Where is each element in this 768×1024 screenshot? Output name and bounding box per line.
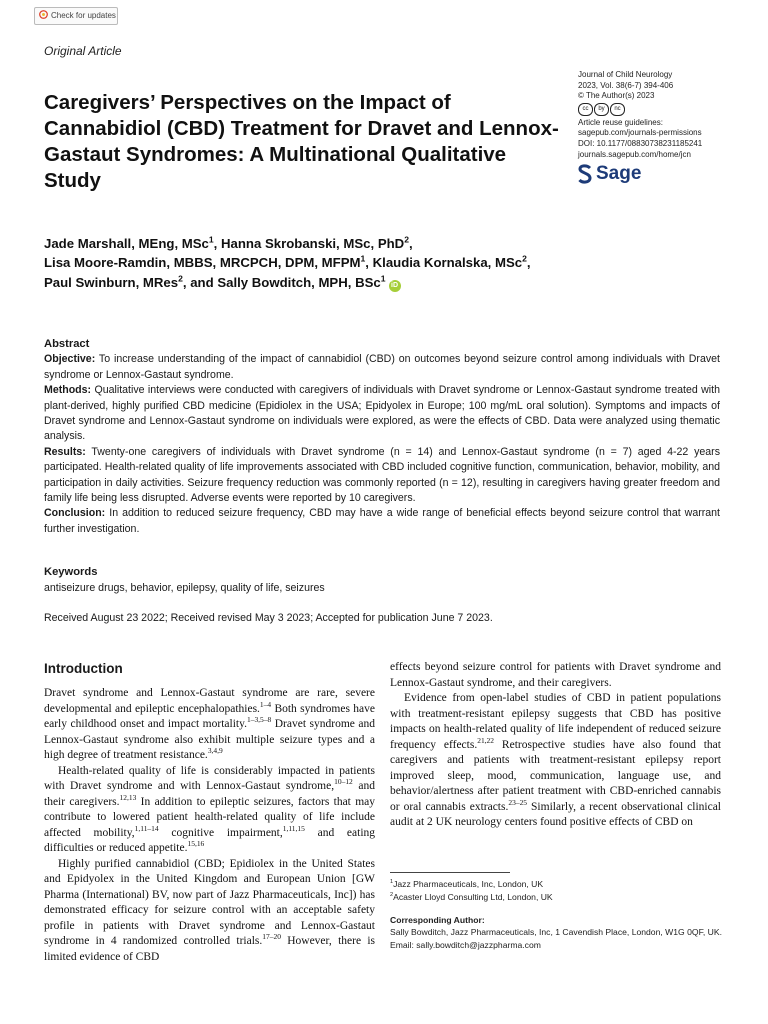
text-run: cognitive impairment,: [158, 826, 283, 839]
citation[interactable]: 21,22: [477, 735, 495, 745]
author-affiliation: 1: [380, 273, 386, 284]
paragraph: effects beyond seizure control for patients with Dravet syndrome and Lennox-Gastaut syndrome, and their caregivers.: [390, 661, 721, 689]
sage-s-icon: [578, 164, 592, 184]
author-affiliation: 1: [360, 254, 366, 265]
results-text: Twenty-one caregivers of individuals with Dravet syndrome (n = 14) and Lennox-Gastaut syndrome (n = 7) aged 4-22 years participated. Health-related quality of life improvements associated with CBD included cognitive function, communication, behavior, mobility, and participation in daily activities. Seizure frequency reduction was commonly reported (n = 12), resulting in caregivers having greater freedom and family life being less disrupted. Adverse events were reported by 10 caregivers.: [44, 445, 720, 505]
affiliation-text: Jazz Pharmaceuticals, Inc, London, UK: [393, 879, 544, 889]
methods-label: Methods:: [44, 384, 92, 397]
keywords-text: antiseizure drugs, behavior, epilepsy, quality of life, seizures: [44, 582, 325, 594]
citation[interactable]: 1,11–14: [134, 823, 159, 833]
journal-home-link[interactable]: journals.sagepub.com/home/jcn: [578, 149, 691, 159]
citation[interactable]: 17–20: [262, 932, 281, 942]
paragraph: [390, 691, 721, 831]
author-list: Jade Marshall, MEng, MSc$^1$, Hanna Skrobanski, MSc, PhD$^2$, Lisa Moore-Ramdin, MBBS, MRCPCH, DPM, MFPM$^1$, Klaudia Kornalska, MSc$^2$, Paul Swinburn, MRes$^2$, and Sally Bowditch, MPH, BSc$^1$iD: [44, 234, 531, 290]
conclusion-text: In addition to reduced seizure frequency, CBD may have a wide range of beneficial effects beyond seizure control that warrant further investigation.: [44, 507, 720, 535]
citation[interactable]: 1–3,5–8: [246, 715, 272, 725]
author: Hanna Skrobanski, MSc, PhD: [221, 236, 405, 251]
author: Klaudia Kornalska, MSc: [372, 255, 523, 271]
by-icon: by: [594, 103, 609, 116]
affiliation-text: Acaster Lloyd Consulting Ltd, London, UK: [393, 892, 553, 902]
journal-name: Journal of Child Neurology: [578, 70, 673, 79]
reuse-link[interactable]: sagepub.com/journals-permissions: [578, 128, 702, 138]
introduction-heading: Introduction: [44, 661, 123, 676]
text-run: Evidence from open-label studies of CBD in patient populations with treatment-resistant epilepsy suggests that CBD has positive impacts on health-related quality of life independent of reduced seizure frequency effects.: [390, 692, 721, 751]
abstract-methods: [44, 383, 720, 445]
objective-label: Objective:: [44, 353, 96, 366]
methods-text: Qualitative interviews were conducted with caregivers of individuals with Dravet syndrome or Lennox-Gastaut syndrome treated with plant-derived, highly purified CBD medicine (Epidiolex in the USA; Epidyolex in Europe; 100 mg/mL oral solution). Symptoms and impacts of Dravet syndrome and Lennox-Gastaut syndrome on individuals were explored, as were the effects of CBD. Data were analyzed using thematic analysis.: [44, 384, 720, 443]
citation[interactable]: 12,13: [119, 792, 137, 802]
paragraph: [44, 764, 375, 857]
text-run: Dravet syndrome and Lennox-Gastaut syndrome also exhibit multiple seizure types and a high degree of treatment resistance.: [44, 718, 376, 761]
corresponding-heading: Corresponding Author:: [390, 915, 485, 925]
conclusion-label: Conclusion:: [44, 507, 106, 520]
affiliation-number: 1: [390, 879, 394, 886]
abstract: [44, 337, 720, 537]
article-title: Caregivers’ Perspectives on the Impact of Cannabidiol (CBD) Treatment for Dravet and Lennox-Gastaut Syndromes: A Multinational Qualitative Study: [44, 91, 559, 192]
author: Paul Swinburn, MRes: [44, 274, 179, 290]
paragraph: [44, 857, 375, 966]
journal-meta: [578, 70, 748, 184]
paragraph: [44, 686, 375, 764]
objective-text: To increase understanding of the impact of cannabidiol (CBD) on outcomes beyond seizure control among individuals with Dravet syndrome or Lennox-Gastaut syndrome.: [44, 353, 720, 381]
affiliation: [390, 891, 730, 904]
author: Jade Marshall, MEng, MSc: [44, 236, 209, 251]
text-run: Both syndromes have early childhood onset and impact mortality.: [44, 702, 375, 730]
text-run: However, there is limited evidence of CBD: [44, 935, 376, 963]
body-column-left: [44, 686, 375, 965]
text-run: and their caregivers.: [44, 780, 375, 808]
doi-link[interactable]: DOI: 10.1177/08830738231185241: [578, 138, 703, 148]
nc-icon: nc: [610, 103, 625, 116]
corresponding-address: Sally Bowditch, Jazz Pharmaceuticals, Inc, 1 Cavendish Place, London, W1G 0QF, UK.: [390, 927, 722, 938]
author-affiliation: 1: [208, 234, 214, 245]
abstract-heading: Abstract: [44, 338, 90, 350]
author-affiliation: 2: [178, 273, 183, 284]
results-label: Results:: [44, 445, 86, 458]
author-affiliation: 2: [522, 254, 527, 265]
text-run: In addition to epileptic seizures, factors that may contribute to lowered patient health-related quality of life include affected mobility,: [44, 795, 375, 839]
affiliation: [390, 878, 730, 891]
sage-logo: [578, 164, 748, 184]
text-run: Health-related quality of life is considerably impacted in patients with Dravet syndrome and with Lennox-Gastaut syndrome,: [44, 764, 375, 792]
check-for-updates-badge[interactable]: [34, 7, 118, 25]
cc-icon: cc: [578, 103, 593, 116]
author: Sally Bowditch, MPH, BSc: [217, 274, 381, 290]
citation[interactable]: 23–25: [508, 797, 528, 807]
orcid-icon[interactable]: iD: [389, 280, 401, 292]
corresponding-author: [390, 914, 730, 951]
text-run: Similarly, a recent observational clinical audit at 2 UK neurology centers found positive effects of CBD on: [390, 800, 722, 828]
publication-dates: Received August 23 2022; Received revised May 3 2023; Accepted for publication June 7 2023.: [44, 612, 493, 624]
citation[interactable]: 1,11,15: [282, 823, 305, 833]
citation[interactable]: 10–12: [334, 777, 353, 787]
citation[interactable]: 15,16: [187, 839, 205, 849]
text-run: and eating difficulties or reduced appetite.: [44, 826, 376, 854]
journal-volume: 2023, Vol. 38(6-7) 394-406: [578, 80, 674, 90]
abstract-conclusion: [44, 506, 720, 537]
author: Lisa Moore-Ramdin, MBBS, MRCPCH, DPM, MFPM: [44, 255, 361, 271]
reuse-label: Article reuse guidelines:: [578, 117, 663, 127]
refresh-icon: [39, 10, 48, 19]
publisher-name: Sage: [596, 162, 642, 184]
text-run: Highly purified cannabidiol (CBD; Epidiolex in the United States and Epidyolex in the United Kingdom and European Union [GW Pharma (International) BV, now part of Jazz Pharmaceuticals, Inc]) has demonstrated efficacy for seizure control with an acceptable safety profile in patients with Dravet syndrome and Lennox-Gastaut syndrome in 4 randomized controlled trials.: [44, 857, 375, 947]
text-run: Dravet syndrome and Lennox-Gastaut syndrome are rare, severe developmental and epileptic encephalopathies.: [44, 687, 375, 715]
affiliation-number: 2: [390, 892, 394, 899]
cc-license-icon[interactable]: [578, 103, 748, 116]
body-column-right: [390, 660, 721, 831]
abstract-results: [44, 445, 720, 507]
author-affiliation: 2: [404, 234, 409, 245]
check-for-updates-label: Check for updates: [51, 11, 116, 20]
article-type: Original Article: [44, 44, 122, 58]
corresponding-email[interactable]: Email: sally.bowditch@jazzpharma.com: [390, 939, 541, 950]
authors-conjunction: and: [190, 274, 214, 290]
affiliations: [390, 878, 730, 904]
citation[interactable]: 3,4,9: [207, 746, 223, 756]
citation[interactable]: 1–4: [259, 699, 272, 709]
text-run: Retrospective studies have also found that caregivers and patients with treatment-resistant epilepsy report improved sleep, mood, communication, language use, and behavior/alertness after patient treatment with CBD-enriched cannabis or oral cannabis extracts.: [390, 738, 721, 813]
copyright: © The Author(s) 2023: [578, 91, 655, 101]
abstract-objective: [44, 352, 720, 383]
footnote-divider: [390, 872, 510, 873]
keywords-heading: Keywords: [44, 566, 98, 578]
